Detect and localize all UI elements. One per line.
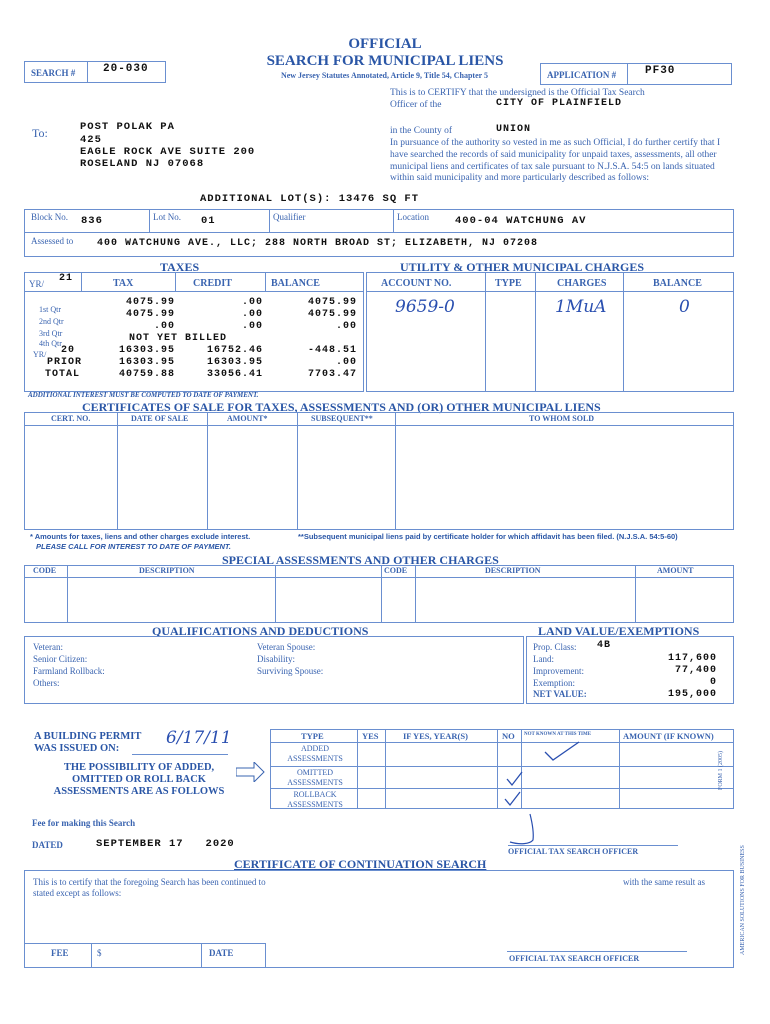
assessments-table [270,729,734,809]
q3-credit: .00 [241,321,263,332]
utility-charges: 1MuA [555,297,607,317]
tax-year: 21 [59,273,74,284]
q2-credit: .00 [241,309,263,320]
certificates-heading: CERTIFICATES OF SALE FOR TAXES, ASSESSMENTS AND (OR) OTHER MUNICIPAL LIENS [82,400,601,414]
yr20-label: 20 [61,345,76,356]
yr20-balance: -448.51 [307,345,357,356]
veteran-label: Veteran: [33,642,63,652]
prior-credit: 16303.95 [206,357,263,368]
col-not-known: NOT KNOWN AT THIS TIME [524,732,592,737]
continuation-text-1: This is to certify that the foregoing Search has been continued to [33,877,266,887]
q2-balance: 4075.99 [307,309,357,320]
qtr-1-label: 1st Qtr [39,305,61,314]
prior-balance: .00 [335,357,357,368]
fee-cell-label: FEE [51,948,69,958]
continuation-text-2: stated except as follows: [33,888,122,898]
col-no: NO [502,731,515,741]
county-value: UNION [496,124,532,135]
q1-balance: 4075.99 [307,297,357,308]
signature [500,812,560,846]
possibility-line-2: OMITTED OR ROLL BACK [72,774,206,785]
rollback-assessments: ROLLBACK ASSESSMENTS [287,790,343,809]
col-charges: CHARGES [557,278,607,289]
check-mark-icon [503,790,523,808]
account-number: 9659-0 [395,297,455,317]
col-tax: TAX [113,278,134,289]
title-search: SEARCH FOR MUNICIPAL LIENS [266,53,504,69]
not-yet-billed: NOT YET BILLED [129,333,228,344]
continuation-officer: OFFICIAL TAX SEARCH OFFICER [509,954,640,963]
qualifications-box [24,636,524,704]
date-cell-label: DATE [209,948,234,958]
continuation-text-3: with the same result as [623,877,705,887]
col-desc-2: DESCRIPTION [485,566,541,575]
prior-tax: 16303.95 [118,357,175,368]
omitted-assessments: OMITTED ASSESSMENTS [287,768,343,787]
officer-label: Officer of the [390,100,442,110]
col-desc-1: DESCRIPTION [139,566,195,575]
permit-line-2: WAS ISSUED ON: [34,743,120,754]
exemption-label: Exemption: [533,678,575,688]
farmland-label: Farmland Rollback: [33,666,105,676]
col-account: ACCOUNT NO. [381,278,452,289]
county-label: in the County of [390,126,453,136]
utility-balance: 0 [679,297,690,317]
net-value: 195,000 [667,689,717,700]
continuation-heading: CERTIFICATE OF CONTINUATION SEARCH [234,857,487,871]
col-yes: YES [362,731,379,741]
surviving-spouse-label: Surviving Spouse: [257,666,324,676]
total-tax: 40759.88 [118,369,175,380]
dated-value: SEPTEMBER 17 2020 [96,838,235,850]
statute-line: New Jersey Statutes Annotated, Article 9, Title 54, Chapter 5 [280,71,489,80]
application-number-box [540,63,732,85]
disability-label: Disability: [257,654,295,664]
application-label: APPLICATION # [547,70,617,80]
senior-label: Senior Citizen: [33,654,88,664]
taxes-heading: TAXES [160,260,200,274]
prior-label: PRIOR [47,357,83,368]
possibility-line-1: THE POSSIBILITY OF ADDED, [63,762,215,773]
land-box [526,636,734,704]
q2-tax: 4075.99 [125,309,175,320]
prop-class-label: Prop. Class: [533,642,577,652]
subsequent-note: **Subsequent municipal liens paid by certificate holder for which affidavit has been filed. (N.J.S.A. 54:5-60) [298,532,678,541]
yr20-credit: 16752.46 [206,345,263,356]
land-label: Land: [533,654,554,664]
col-to-whom: TO WHOM SOLD [529,414,595,423]
qualifications-heading: QUALIFICATIONS AND DEDUCTIONS [152,624,369,638]
check-mark-icon [505,770,525,788]
land-value: 117,600 [667,653,717,664]
dated-label: DATED [32,840,63,850]
col-subsequent: SUBSEQUENT** [311,414,373,423]
prop-class-value: 4B [597,640,612,651]
certificates-table [24,412,734,530]
additional-lots: ADDITIONAL LOT(S): 13476 SQ FT [200,193,420,205]
officer-municipality: CITY OF PLAINFIELD [496,98,623,109]
yr-row-label: YR/ [33,350,47,359]
form-number: FORM 1 (2005) [718,750,724,790]
block-value: 836 [81,215,103,227]
col-if-yes: IF YES, YEAR(S) [403,731,468,741]
exemption-value: 0 [709,677,717,688]
col-amount-known: AMOUNT (IF KNOWN) [623,731,714,741]
col-credit: CREDIT [193,278,232,289]
qualifier-label: Qualifier [273,212,306,222]
possibility-line-3: ASSESSMENTS ARE AS FOLLOWS [53,786,225,797]
lot-label: Lot No. [153,212,181,222]
col-amount-special: AMOUNT [657,566,694,575]
total-label: TOTAL [45,369,81,380]
col-balance: BALANCE [271,278,320,289]
certify-line: This is to CERTIFY that the undersigned is the Official Tax Search [390,88,645,98]
others-label: Others: [33,678,60,688]
col-code-2: CODE [384,566,408,575]
interest-note: ADDITIONAL INTEREST MUST BE COMPUTED TO DATE OF PAYMENT. [28,391,259,399]
added-assessments: ADDED ASSESSMENTS [287,744,343,763]
to-line-1: POST POLAK PA [80,121,175,133]
taxes-table [24,272,364,392]
lot-value: 01 [201,215,216,227]
search-number: 20-030 [103,63,149,75]
col-code-1: CODE [33,566,57,575]
q3-tax: .00 [153,321,175,332]
assessed-value: 400 WATCHUNG AVE., LLC; 288 NORTH BROAD ST; ELIZABETH, NJ 07208 [97,238,539,249]
improvement-value: 77,400 [674,665,717,676]
qtr-2-label: 2nd Qtr [39,317,64,326]
dollar-sign: $ [97,948,102,958]
yr20-tax: 16303.95 [118,345,175,356]
search-number-box [24,61,166,83]
publisher: AMERICAN SOLUTIONS FOR BUSINESS [740,845,746,955]
col-util-balance: BALANCE [653,278,702,289]
check-mark-icon [543,740,583,762]
total-credit: 33056.41 [206,369,263,380]
amounts-note: * Amounts for taxes, liens and other charges exclude interest. [30,532,251,541]
utility-table [366,272,734,392]
col-cert-no: CERT. NO. [51,414,91,423]
arrow-icon [236,762,266,782]
title-official: OFFICIAL [348,36,422,52]
land-heading: LAND VALUE/EXEMPTIONS [538,624,700,638]
to-line-4: ROSELAND NJ 07068 [80,158,205,170]
col-type: TYPE [495,278,522,289]
continuation-box [24,870,734,968]
col-amount: AMOUNT* [227,414,268,423]
improvement-label: Improvement: [533,666,584,676]
utility-heading: UTILITY & OTHER MUNICIPAL CHARGES [400,260,645,274]
to-label: To: [32,126,48,140]
q3-balance: .00 [335,321,357,332]
property-box [24,209,734,257]
to-line-2: 425 [80,134,102,146]
application-number: PF30 [645,65,676,77]
special-heading: SPECIAL ASSESSMENTS AND OTHER CHARGES [222,553,499,567]
location-value: 400-04 WATCHUNG AV [455,215,587,227]
assessed-label: Assessed to [31,236,74,246]
search-label: SEARCH # [31,68,76,78]
to-line-3: EAGLE ROCK AVE SUITE 200 [80,146,256,158]
officer-signature-label: OFFICIAL TAX SEARCH OFFICER [508,847,639,856]
block-label: Block No. [31,212,68,222]
q1-credit: .00 [241,297,263,308]
net-value-label: NET VALUE: [533,689,587,699]
location-label: Location [397,212,429,222]
special-table [24,565,734,623]
qtr-4-label: 4th Qtr [39,339,62,348]
total-balance: 7703.47 [307,369,357,380]
permit-line-1: A BUILDING PERMIT [34,731,142,742]
col-type-assess: TYPE [301,731,324,741]
yr-label: YR/ [29,279,45,289]
q1-tax: 4075.99 [125,297,175,308]
fee-label: Fee for making this Search [32,818,136,828]
col-date-of-sale: DATE OF SALE [131,414,189,423]
certify-body: In pursuance of the authority so vested in me as such Official, I do further certify that I have searched the records of said municipality for unpaid taxes, assessments, all other municipal liens and certificates of tax sale pursuant to N.J.S.A. 54:5 on lands situated within said municipality and more particularly described as follows: [390,138,721,184]
qtr-3-label: 3rd Qtr [39,329,63,338]
veteran-spouse-label: Veteran Spouse: [257,642,316,652]
interest-call-note: PLEASE CALL FOR INTEREST TO DATE OF PAYMENT. [36,542,232,551]
permit-date: 6/17/11 [166,728,232,748]
